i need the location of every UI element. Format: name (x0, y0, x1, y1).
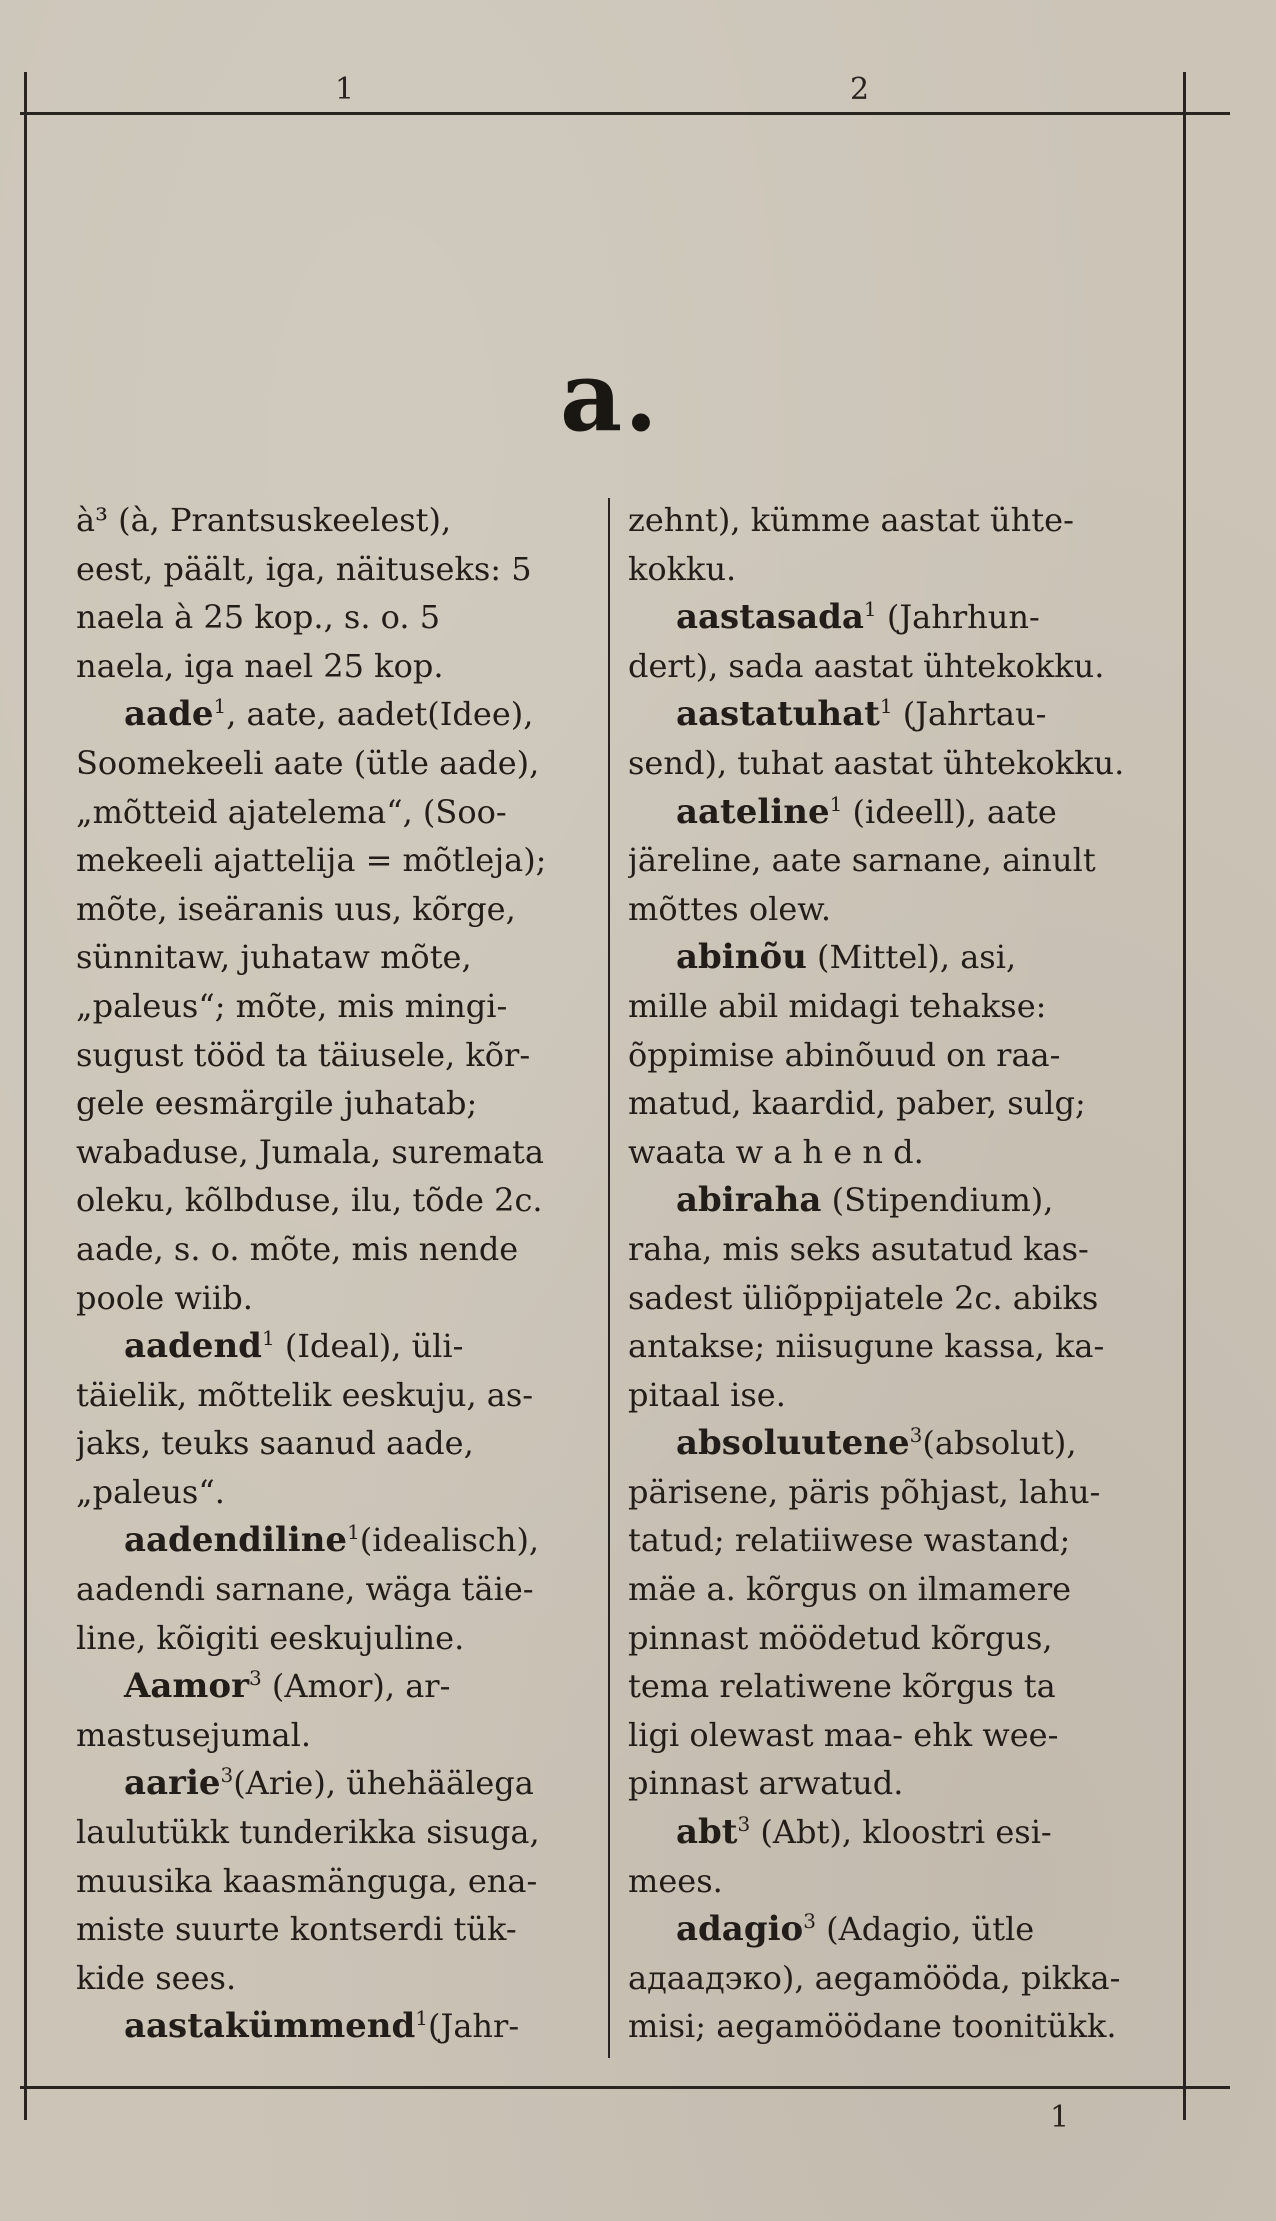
entry-line: naela, iga nael 25 kop. (76, 646, 444, 685)
entry-text: (Adagio, ütle (815, 1910, 1035, 1949)
entry-line: järeline, aate sarnane, ainult (628, 841, 1096, 880)
page-number-right: 2 (850, 72, 870, 107)
entry-text: (Stipendium), (821, 1181, 1054, 1220)
entry-line: адаадэко), aegamööda, pikka- (628, 1958, 1121, 1997)
headword: aastakümmend (124, 2006, 416, 2047)
entry-text: (idealisch), (359, 1521, 540, 1560)
headword: Aamor (124, 1666, 249, 1707)
entry-line (76, 690, 614, 739)
dictionary-entry (76, 1516, 614, 1662)
entry-text: (Abt), kloostri esi- (750, 1813, 1052, 1852)
entry-line (628, 933, 1152, 982)
headword: aadend (124, 1326, 262, 1367)
dictionary-entry (628, 1808, 1152, 1905)
frame-right-rule (1183, 112, 1186, 2088)
entry-line: aadendi sarnane, wäga täie- (76, 1570, 534, 1609)
entry-line: poole wiib. (76, 1278, 253, 1317)
headword: abinõu (676, 937, 807, 978)
entry-line (628, 1419, 1152, 1468)
headword: absoluutene (676, 1423, 910, 1464)
dictionary-entry (628, 1419, 1152, 1808)
dictionary-entry (76, 1759, 614, 2002)
entry-line: eest, päält, iga, näituseks: 5 (76, 549, 532, 588)
entry-text: (Arie), ühehäälega (233, 1764, 534, 1803)
entry-line (76, 1662, 614, 1711)
entry-text: (ideell), aate (842, 792, 1057, 831)
headword-superscript: 3 (909, 1423, 923, 1448)
entry-line: send), tuhat aastat ühtekokku. (628, 743, 1125, 782)
entry-line: mõttes olew. (628, 889, 832, 928)
entry-line (628, 788, 1152, 837)
dictionary-entry (76, 690, 614, 1322)
dictionary-entry (628, 933, 1152, 1176)
entry-line: raha, mis seks asutatud kas- (628, 1229, 1089, 1268)
entry-text: (absolut), (922, 1424, 1077, 1463)
entry-line (76, 2002, 614, 2051)
headword-superscript: 3 (248, 1666, 262, 1691)
entry-line: antakse; niisugune kassa, ka- (628, 1327, 1105, 1366)
headword-superscript: 3 (803, 1909, 816, 1934)
corner-tick-top-right (1183, 72, 1186, 112)
entry-line: tema relatiwene kõrgus ta (628, 1667, 1056, 1706)
entry-line: naela à 25 kop., s. o. 5 (76, 598, 441, 637)
headword: aastasada (676, 597, 864, 638)
headword-superscript: 1 (829, 791, 843, 816)
frame-bottom-rule (20, 2086, 1230, 2089)
headword: aarie (124, 1763, 221, 1804)
headword-superscript: 3 (737, 1812, 751, 1837)
entry-line: zehnt), kümme aastat ühte- (628, 501, 1074, 539)
entry-line: tatud; relatiiwese wastand; (628, 1521, 1071, 1560)
headword: aadendiline (124, 1520, 348, 1561)
entry-line (628, 593, 1152, 642)
headword: aateline (676, 791, 830, 832)
entry-line: oleku, kõlbduse, ilu, tõde 2c. (76, 1181, 543, 1220)
frame-top-rule (20, 112, 1230, 115)
entry-line: waata w a h e n d. (628, 1132, 924, 1171)
headword: abiraha (676, 1180, 822, 1221)
entry-line: pärisene, päris põhjast, lahu- (628, 1472, 1101, 1511)
entry-line: matud, kaardid, paber, sulg; (628, 1084, 1086, 1123)
page-number-left: 1 (335, 72, 355, 107)
entry-text: (Mittel), asi, (806, 938, 1017, 977)
headword: adagio (676, 1909, 804, 1950)
headword-superscript: 1 (347, 1520, 360, 1545)
dictionary-entry (76, 496, 614, 690)
entry-line: „paleus“; mõte, mis mingi- (76, 986, 508, 1025)
entry-text: (Amor), ar- (261, 1667, 451, 1706)
dictionary-entry (76, 2002, 614, 2051)
entry-line: kide sees. (76, 1958, 237, 1997)
section-letter-heading: a. (560, 340, 660, 453)
dictionary-entry (628, 1905, 1152, 2051)
entry-line: sünnitaw, juhataw mõte, (76, 938, 472, 977)
headword-superscript: 1 (879, 694, 893, 719)
entry-line: gele eesmärgile juhatab; (76, 1084, 478, 1123)
entry-line: mäe a. kõrgus on ilmamere (628, 1570, 1072, 1609)
entry-text: (Jahrtau- (892, 695, 1047, 734)
dictionary-entry (628, 788, 1152, 934)
entry-line (628, 1176, 1152, 1225)
headword-superscript: 3 (220, 1763, 234, 1788)
entry-text: , aate, aadet(Idee), (226, 695, 534, 734)
entry-line: line, kõigiti eeskujuline. (76, 1618, 465, 1657)
entry-line: à³ (à, Prantsuskeelest), (76, 501, 452, 539)
entry-line: miste suurte kontserdi tük- (76, 1910, 517, 1949)
entry-line: mõte, iseäranis uus, kõrge, (76, 889, 516, 928)
corner-tick-bottom-left (24, 2088, 27, 2120)
entry-line (628, 690, 1152, 739)
entry-line: aade, s. o. mõte, mis nende (76, 1229, 519, 1268)
entry-line: laulutükk tunderikka sisuga, (76, 1813, 540, 1852)
dictionary-entry (628, 1176, 1152, 1419)
headword-superscript: 1 (213, 694, 227, 719)
entry-line: pinnast möödetud kõrgus, (628, 1618, 1053, 1657)
entry-line: mille abil midagi tehakse: (628, 986, 1047, 1025)
entry-line: „paleus“. (76, 1472, 225, 1511)
entry-line: ligi olewast maa- ehk wee- (628, 1715, 1059, 1754)
entry-line: mees. (628, 1861, 723, 1900)
headword: aade (124, 694, 214, 735)
entry-line: sugust tööd ta täiusele, kõr- (76, 1035, 531, 1074)
headword-superscript: 1 (415, 2006, 429, 2031)
entry-line (628, 1905, 1152, 1954)
entry-line (76, 1516, 614, 1565)
entry-text: (Jahr- (428, 2007, 520, 2046)
entry-text: (Jahrhun- (876, 598, 1040, 637)
headword-superscript: 1 (863, 597, 877, 622)
dictionary-entry (76, 1662, 614, 1759)
entry-line: Soomekeeli aate (ütle aade), (76, 743, 540, 782)
entry-line: täielik, mõttelik eeskuju, as- (76, 1375, 534, 1414)
left-column (76, 496, 614, 2051)
corner-tick-bottom-right (1183, 2088, 1186, 2120)
entry-text: (Ideal), üli- (274, 1327, 464, 1366)
frame-left-rule (24, 112, 27, 2088)
entry-line: jaks, teuks saanud aade, (76, 1424, 474, 1463)
entry-line: „mõtteid ajatelema“, (Soo- (76, 792, 507, 831)
dictionary-entry (76, 1322, 614, 1516)
entry-line: mekeeli ajattelija = mõtleja); (76, 841, 547, 880)
dictionary-entry (628, 496, 1152, 593)
entry-line (628, 1808, 1152, 1857)
entry-line: kokku. (628, 549, 737, 588)
dictionary-entry (628, 690, 1152, 787)
headword: abt (676, 1812, 738, 1853)
entry-line: õppimise abinõuud on raa- (628, 1035, 1061, 1074)
dictionary-entry (628, 593, 1152, 690)
entry-line: misi; aegamöödane toonitükk. (628, 2007, 1117, 2046)
entry-line (76, 1322, 614, 1371)
entry-line: sadest üliõppijatele 2c. abiks (628, 1278, 1099, 1317)
right-column (628, 496, 1152, 2051)
entry-line: wabaduse, Jumala, suremata (76, 1132, 544, 1171)
corner-tick-top-left (24, 72, 27, 112)
entry-line: dert), sada aastat ühtekokku. (628, 646, 1105, 685)
page-number-bottom: 1 (1050, 2100, 1070, 2135)
headword-superscript: 1 (261, 1326, 275, 1351)
entry-line: muusika kaasmänguga, ena- (76, 1861, 538, 1900)
headword: aastatuhat (676, 694, 880, 735)
entry-line (76, 1759, 614, 1808)
entry-line: pinnast arwatud. (628, 1764, 904, 1803)
entry-line: mastusejumal. (76, 1715, 312, 1754)
entry-line: pitaal ise. (628, 1375, 786, 1414)
